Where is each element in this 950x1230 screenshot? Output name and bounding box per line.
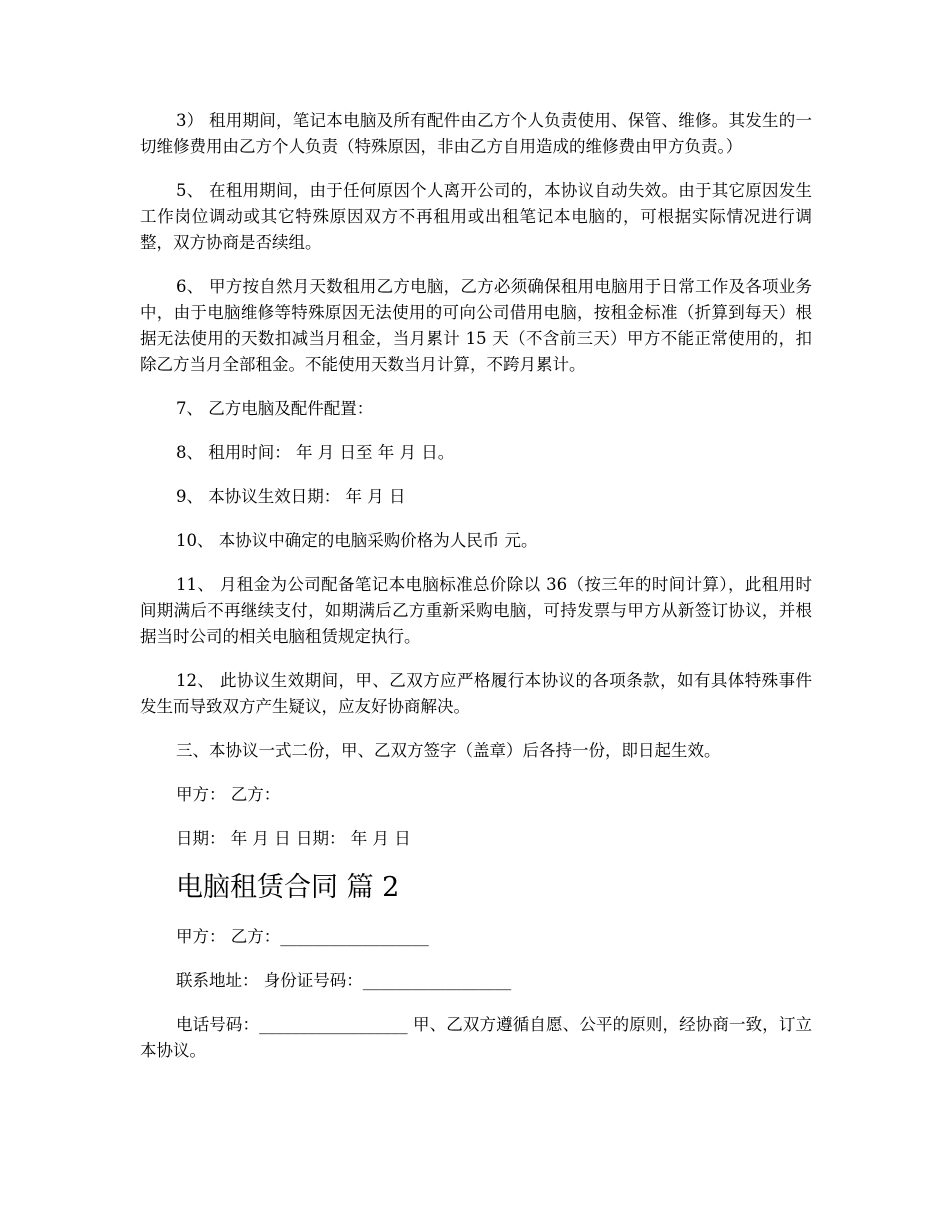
party-signature-line: 甲方： 乙方： (176, 785, 281, 804)
clause-6: 6、 甲方按自然月天数租用乙方电脑，乙方必须确保租用电脑用于日常工作及各项业务中，由于电脑维修等特殊原因无法使用的可向公司借用电脑，按租金标准（折算到每天）根据无法使用的天数扣减当月租金，当月累计 15 天（不含前三天）甲方不能正常使用的，扣除乙方当月全部租金。不能使用天数当月计算，不跨月累计。 (140, 277, 812, 374)
document-page (140, 108, 812, 1082)
section-three: 三、本协议一式二份，甲、乙双方签字（盖章）后各持一份，即日起生效。 (176, 741, 721, 760)
clause-3: 3） 租用期间，笔记本电脑及所有配件由乙方个人负责使用、保管、维修。其发生的一切维修费用由乙方个人负责（特殊原因，非由乙方自用造成的维修费由甲方负责。） (140, 111, 812, 156)
clause-5: 5、 在租用期间，由于任何原因个人离开公司的，本协议自动失效。由于其它原因发生工作岗位调动或其它特殊原因双方不再租用或出租笔记本电脑的，可根据实际情况进行调整，双方协商是否续组。 (140, 181, 812, 252)
contract-heading: 电脑租赁合同 篇 2 (176, 872, 400, 903)
clause-10: 10、 本协议中确定的电脑采购价格为人民币 元。 (176, 531, 538, 550)
clause-9: 9、 本协议生效日期： 年 月 日 (176, 487, 406, 506)
clause-8: 8、 租用时间： 年 月 日至 年 月 日。 (176, 443, 455, 462)
clause-12: 12、 此协议生效期间，甲、乙双方应严格履行本协议的各项条款，如有具体特殊事件发生而导致双方产生疑议，应友好协商解决。 (140, 671, 812, 716)
clause-7: 7、 乙方电脑及配件配置： (176, 399, 374, 418)
date-signature-line: 日期： 年 月 日 日期： 年 月 日 (176, 829, 411, 848)
phone-preamble: 电话号码：__________________ 甲、乙双方遵循自愿、公平的原则，经协商一致，订立本协议。 (140, 1015, 812, 1060)
clause-11: 11、 月租金为公司配备笔记本电脑标准总价除以 36（按三年的时间计算），此租用时间期满后不再继续支付，如期满后乙方重新采购电脑，可持发票与甲方从新签订协议，并根据当时公司的相关电脑租赁规定执行。 (140, 575, 812, 646)
party-info-line: 甲方： 乙方：__________________ (176, 927, 429, 946)
address-id-line: 联系地址： 身份证号码：__________________ (176, 971, 512, 990)
